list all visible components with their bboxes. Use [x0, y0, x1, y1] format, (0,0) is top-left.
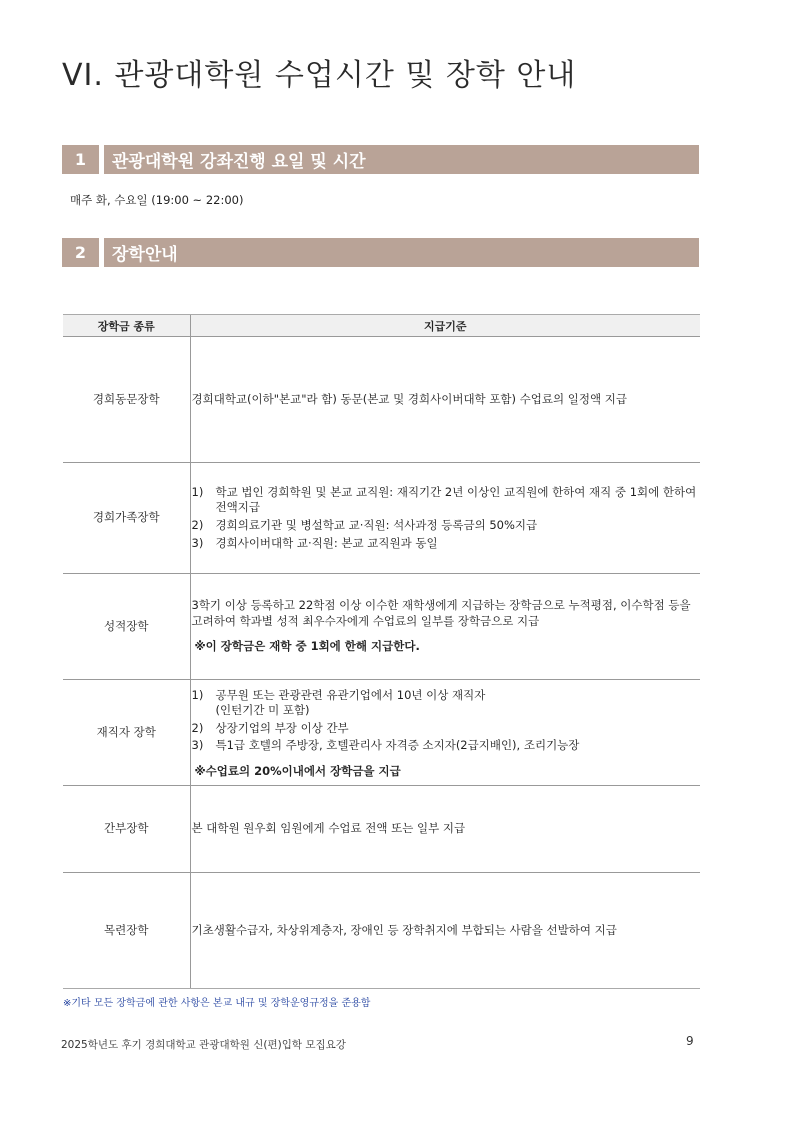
table-row [63, 680, 700, 786]
section-title: 관광대학원 강좌진행 요일 및 시간 [104, 145, 699, 174]
scholarship-type: 성적장학 [63, 574, 190, 680]
column-header-criteria: 지급기준 [190, 315, 700, 337]
page-footer: 2025학년도 후기 경희대학교 관광대학원 신(편)입학 모집요강 [61, 1039, 346, 1051]
criteria-item: 2) 상장기업의 부장 이상 간부 [191, 720, 349, 735]
page-number: 9 [686, 1034, 694, 1048]
section-title: 장학안내 [104, 238, 699, 267]
scholarship-criteria: 경희대학교(이하"본교"라 함) 동문(본교 및 경희사이버대학 포함) 수업료의 일정액 지급 [190, 337, 700, 463]
criteria-item: 2) 경희의료기관 및 병설학교 교·직원: 석사과정 등록금의 50%지급 [191, 518, 538, 532]
scholarship-criteria [190, 574, 700, 680]
section-header-schedule [62, 145, 699, 174]
scholarship-type: 목련장학 [63, 873, 190, 989]
section-number: 2 [62, 238, 99, 267]
table-row [63, 574, 700, 680]
criteria-note: ※수업료의 20%이내에서 장학금을 지급 [194, 763, 401, 778]
page-title: VI. 관광대학원 수업시간 및 장학 안내 [62, 58, 577, 93]
class-schedule-text: 매주 화, 수요일 (19:00 ~ 22:00) [70, 193, 244, 207]
section-number: 1 [62, 145, 99, 174]
criteria-item: 3) 경희사이버대학 교·직원: 본교 교직원과 동일 [191, 535, 438, 550]
criteria-note: ※이 장학금은 재학 중 1회에 한해 지급한다. [194, 639, 420, 654]
section-header-scholarship [62, 238, 699, 267]
table-row [63, 873, 700, 989]
scholarship-table [63, 314, 700, 989]
table-row [63, 337, 700, 463]
scholarship-criteria: 본 대학원 원우회 임원에게 수업료 전액 또는 일부 지급 [190, 786, 700, 873]
criteria-item: 3) 특1급 호텔의 주방장, 호텔관리사 자격증 소지자(2급지배인), 조리기능장 [191, 738, 580, 753]
criteria-text: 3학기 이상 등록하고 22학점 이상 이수한 재학생에게 지급하는 장학금으로 누적평점, 이수학점 등을 고려하여 학과별 성적 최우수자에게 수업료의 일부를 장학금으로 지급 [191, 598, 691, 628]
scholarship-type: 경희가족장학 [63, 463, 190, 574]
table-row [63, 463, 700, 574]
column-header-type: 장학금 종류 [63, 315, 190, 337]
scholarship-criteria [190, 463, 700, 574]
scholarship-criteria: 기초생활수급자, 차상위계층자, 장애인 등 장학취지에 부합되는 사람을 선발하여 지급 [190, 873, 700, 989]
scholarship-type: 간부장학 [63, 786, 190, 873]
scholarship-type: 경희동문장학 [63, 337, 190, 463]
scholarship-type: 재직자 장학 [63, 680, 190, 786]
table-header-row [63, 315, 700, 337]
criteria-item: 1) 학교 법인 경희학원 및 본교 교직원: 재직기간 2년 이상인 교직원에 한하여 재직 중 1회에 한하여 전액지급 [191, 484, 697, 515]
table-footnote: ※기타 모든 장학금에 관한 사항은 본교 내규 및 장학운영규정을 준용함 [63, 998, 371, 1009]
scholarship-criteria [190, 680, 700, 786]
criteria-item: 1) 공무원 또는 관광관련 유관기업에서 10년 이상 재직자 (인턴기간 미 포함) [191, 687, 486, 718]
table-row [63, 786, 700, 873]
